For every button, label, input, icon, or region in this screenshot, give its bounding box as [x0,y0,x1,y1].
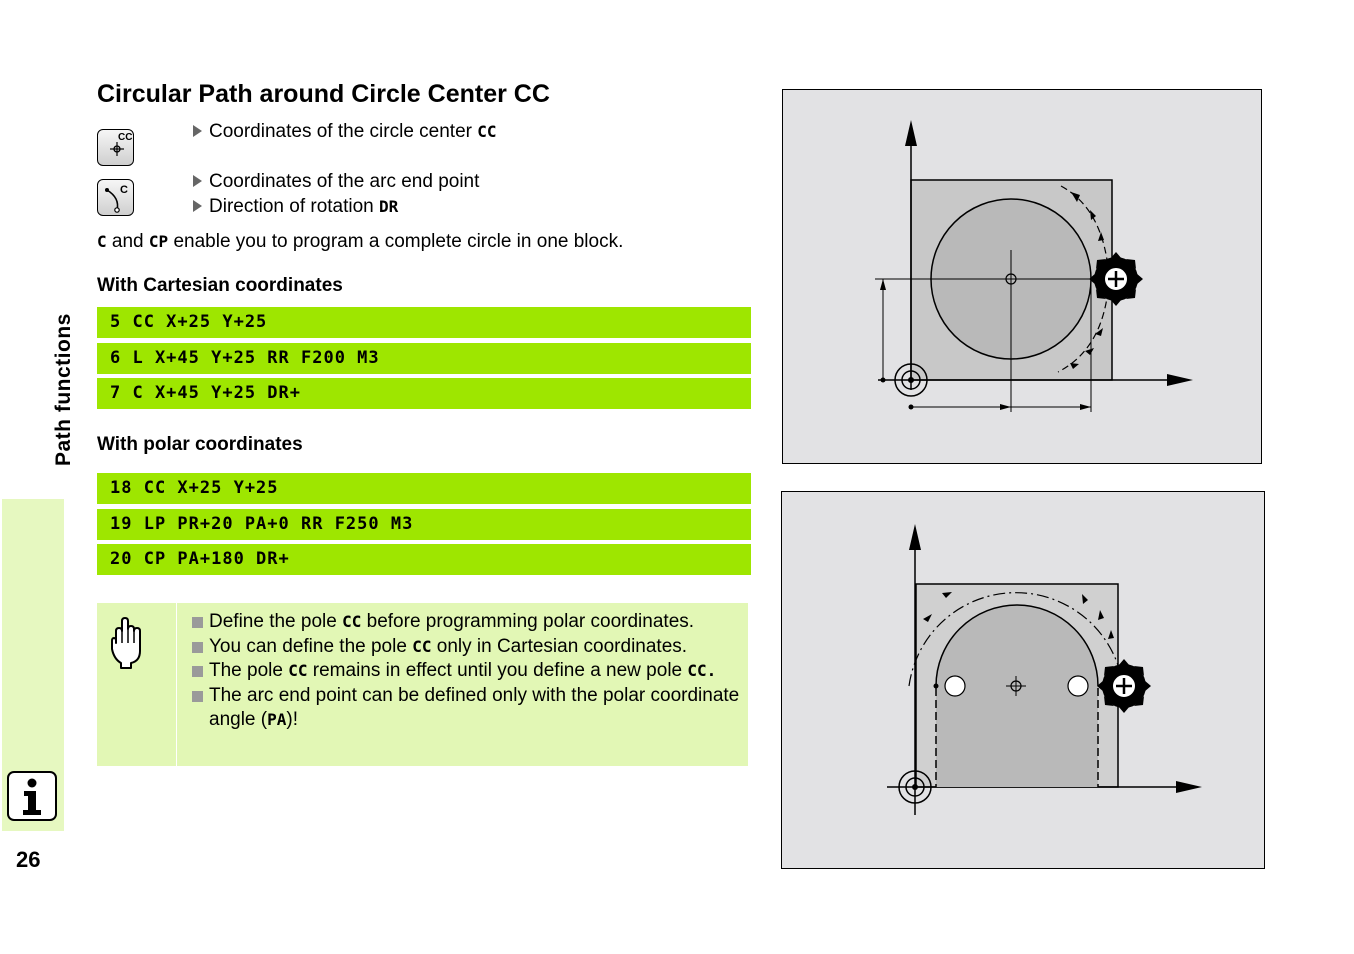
code-line: 19 LP PR+20 PA+0 RR F250 M3 [97,509,751,540]
code-line: 7 C X+45 Y+25 DR+ [97,378,751,409]
note-item [191,659,746,684]
note-item [191,635,746,660]
section-label: Path functions [52,313,75,466]
key-cc-label: CC [118,132,133,143]
note-text: The arc end point can be defined only with the polar coordinate angle ( [209,684,740,730]
info-icon [9,773,55,819]
note-text: remains in effect until you define a new pole [307,660,688,681]
note-code: CC [412,636,432,656]
bullet-circle-center [193,120,497,144]
note-code: CC [288,661,308,680]
bullet-code: DR [379,197,399,216]
note-hand-icon [111,617,145,669]
code-line: 6 L X+45 Y+25 RR F200 M3 [97,343,751,374]
code-line: 5 CC X+25 Y+25 [97,307,751,338]
bullet-text: Coordinates of the arc end point [209,171,480,192]
bullet-arc-end-point [193,170,479,194]
note-text: before programming polar coordinates. [361,611,695,632]
intro-text: and [106,231,149,252]
triangle-bullet-icon [193,175,202,187]
code-line: 20 CP PA+180 DR+ [97,544,751,575]
bullet-text: Direction of rotation [209,196,380,217]
note-code: CC. [687,661,717,680]
info-button[interactable] [7,771,57,821]
note-text: Define the pole [209,611,343,632]
key-c-label: C [120,184,128,196]
intro-code-cp: CP [148,232,169,251]
figure-cartesian [782,89,1262,464]
page-title: Circular Path around Circle Center CC [97,80,550,108]
polar-heading: With polar coordinates [97,434,303,455]
page-number: 26 [16,847,41,872]
note-text: only in Cartesian coordinates. [431,635,688,657]
bullet-code: CC [477,122,497,141]
triangle-bullet-icon [193,200,202,212]
circle-key-icon [97,179,134,216]
note-item [191,610,746,635]
cartesian-heading: With Cartesian coordinates [97,275,343,296]
note-item [191,684,746,733]
note-code: CC [342,612,362,631]
intro-text: enable you to program a complete circle in one block. [168,231,624,252]
circle-center-key-icon [97,129,134,166]
intro-paragraph [97,231,623,253]
note-text: )! [286,709,298,730]
bullet-text: Coordinates of the circle center [209,121,478,142]
note-code: PA [267,710,287,729]
note-text: You can define the pole [209,635,413,657]
intro-code-c: C [97,232,107,251]
note-list [191,610,746,733]
bullet-direction [193,195,398,219]
note-text: The pole [209,660,289,681]
code-line: 18 CC X+25 Y+25 [97,473,751,504]
figure-polar [781,491,1265,869]
triangle-bullet-icon [193,125,202,137]
